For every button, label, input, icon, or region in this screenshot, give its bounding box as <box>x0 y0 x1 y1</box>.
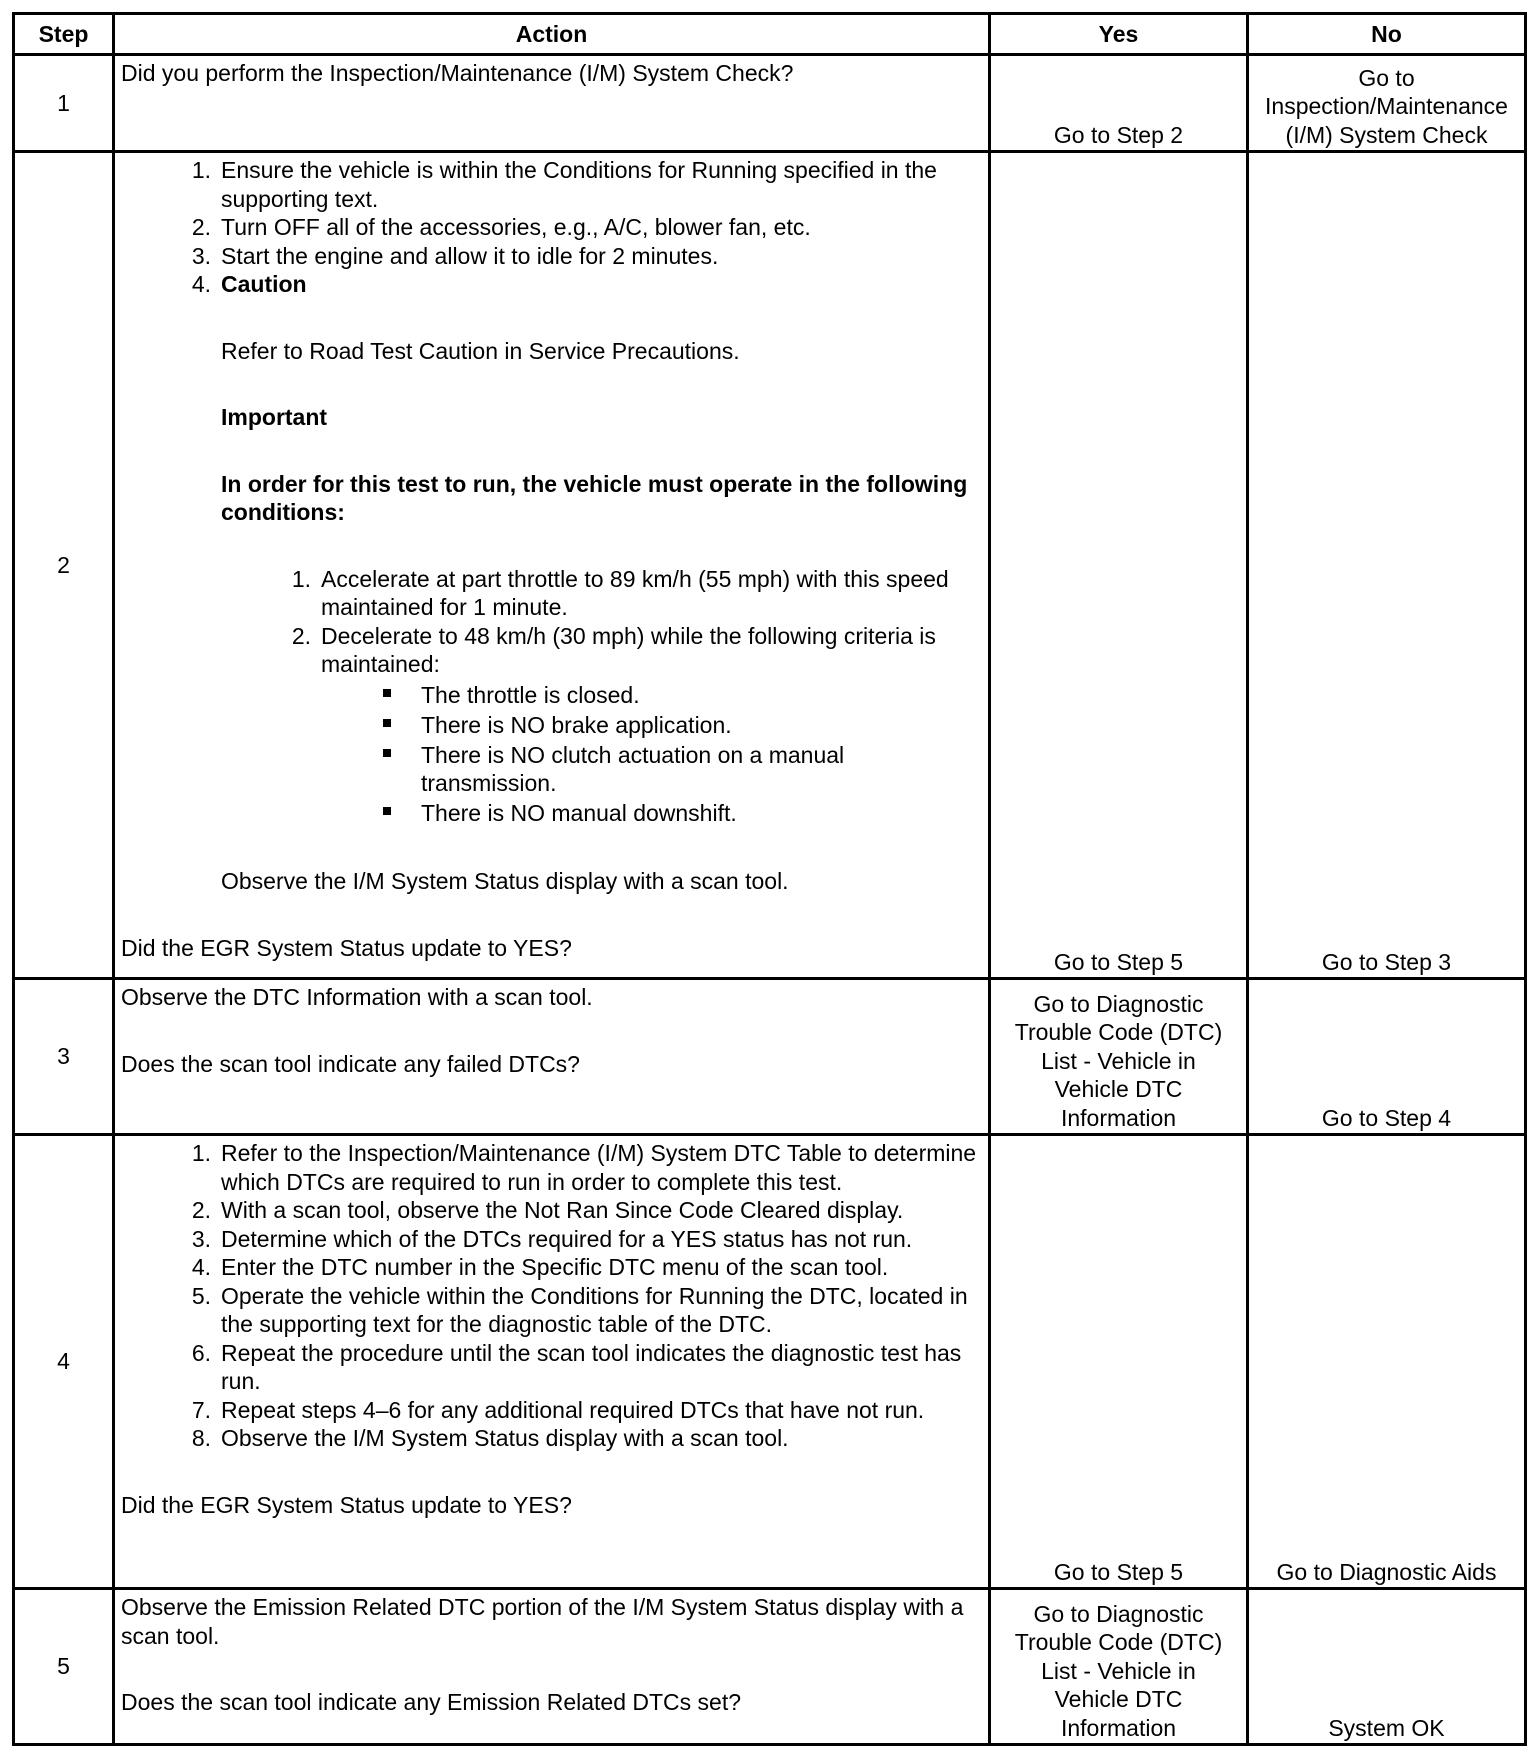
bullet-item: There is NO manual downshift. <box>371 799 984 828</box>
list-item: 2. Decelerate to 48 km/h (30 mph) while the following criteria is maintained: The throttle is closed. There is NO brake application. There is NO clutch actuation on a manual transmission. There is NO manual downshift. <box>271 622 984 828</box>
yes-cell <box>990 55 1248 152</box>
question-text: Does the scan tool indicate any Emission Related DTCs set? <box>121 1689 742 1715</box>
step-number: 2 <box>14 152 114 979</box>
table-row-step-5 <box>14 1589 1526 1745</box>
header-step: Step <box>14 14 114 55</box>
question-text: Does the scan tool indicate any failed DTCs? <box>121 1050 580 1077</box>
bullet-item: There is NO brake application. <box>371 711 984 740</box>
no-link[interactable]: Go to Step 4 <box>1321 1104 1452 1131</box>
caution-label: Caution <box>221 271 307 297</box>
list-item: 3. Start the engine and allow it to idle for 2 minutes. <box>191 242 719 269</box>
step-number: 4 <box>14 1135 114 1589</box>
step-number: 3 <box>14 979 114 1135</box>
bullet-icon <box>383 749 391 757</box>
list-item: 2. Turn OFF all of the accessories, e.g., A/C, blower fan, etc. <box>191 214 811 240</box>
yes-cell <box>990 1589 1248 1745</box>
no-link[interactable]: Go to Step 3 <box>1321 948 1452 975</box>
yes-cell <box>990 1135 1248 1589</box>
list-item: 1. Refer to the Inspection/Maintenance (I/M) System DTC Table to determine which DTCs are required to run in order to complete this test. <box>191 1140 977 1195</box>
bullet-icon <box>383 689 391 697</box>
bullet-item: The throttle is closed. <box>371 681 984 710</box>
bullet-icon <box>383 807 391 815</box>
list-item: 8. Observe the I/M System Status display with a scan tool. <box>191 1425 789 1451</box>
table-row-step-2 <box>14 152 1526 979</box>
yes-link[interactable]: Go to Step 5 <box>1053 1558 1184 1585</box>
yes-cell <box>990 152 1248 979</box>
header-yes: Yes <box>990 14 1248 55</box>
action-cell <box>114 1589 990 1745</box>
observe-text: Observe the Emission Related DTC portion of the I/M System Status display with a scan tool. <box>121 1594 964 1649</box>
list-item: 1. Accelerate at part throttle to 89 km/h (55 mph) with this speed maintained for 1 minute. <box>291 565 949 620</box>
no-link[interactable]: Go to Inspection/Maintenance (I/M) System Check <box>1265 64 1508 148</box>
list-item: 3. Determine which of the DTCs required for a YES status has not run. <box>191 1225 913 1252</box>
list-item: 1. Ensure the vehicle is within the Conditions for Running specified in the supporting text. <box>191 157 937 212</box>
table-row-step-4 <box>14 1135 1526 1589</box>
no-cell <box>1248 1135 1526 1589</box>
yes-link[interactable]: Go to Diagnostic Trouble Code (DTC) List - Vehicle in Vehicle DTC Information <box>1014 990 1223 1131</box>
action-cell <box>114 1135 990 1589</box>
action-cell <box>114 979 990 1135</box>
action-cell <box>114 152 990 979</box>
observe-text: Observe the I/M System Status display with a scan tool. <box>221 868 789 894</box>
condition-list <box>221 565 984 828</box>
no-cell <box>1248 1589 1526 1745</box>
yes-cell <box>990 979 1248 1135</box>
no-link[interactable]: System OK <box>1328 1714 1445 1741</box>
list-item: 4. Caution Refer to Road Test Caution in Service Precautions. Important In order for this test to run, the vehicle must operate in the following conditions: 1. Accelerate at part throttle to 89 km/h (55 mph) with this speed maintained for 1 minute. 2. Decelerate to 48 km/h (30 mph) while the following criteria is maintained: The throttle is closed. There is NO brake application. There is NO clutch actuation on a manual transmission. There is NO manual downshift. Observe the I/M System Status display with a scan tool. <box>171 270 984 896</box>
observe-text: Observe the DTC Information with a scan tool. <box>121 984 593 1010</box>
step-number: 1 <box>14 55 114 152</box>
question-text: Did you perform the Inspection/Maintenance (I/M) System Check? <box>121 60 794 86</box>
yes-link[interactable]: Go to Step 5 <box>1053 948 1184 975</box>
list-item: 7. Repeat steps 4–6 for any additional required DTCs that have not run. <box>191 1396 925 1423</box>
step-number: 5 <box>14 1589 114 1745</box>
caution-text: Refer to Road Test Caution in Service Precautions. <box>221 337 740 364</box>
procedure-list <box>121 1139 984 1453</box>
header-row <box>14 14 1526 55</box>
no-cell <box>1248 55 1526 152</box>
list-item: 4. Enter the DTC number in the Specific DTC menu of the scan tool. <box>191 1254 889 1280</box>
list-item: 2. With a scan tool, observe the Not Ran Since Code Cleared display. <box>191 1197 904 1223</box>
action-cell <box>114 55 990 152</box>
diagnostic-table <box>12 12 1527 1746</box>
question-text: Did the EGR System Status update to YES? <box>121 934 572 961</box>
procedure-list <box>121 156 984 896</box>
yes-link[interactable]: Go to Diagnostic Trouble Code (DTC) List - Vehicle in Vehicle DTC Information <box>1014 1600 1223 1741</box>
no-link[interactable]: Go to Diagnostic Aids <box>1276 1558 1497 1585</box>
table-row-step-3 <box>14 979 1526 1135</box>
header-action: Action <box>114 14 990 55</box>
question-text: Did the EGR System Status update to YES? <box>121 1491 572 1518</box>
list-item: 5. Operate the vehicle within the Conditions for Running the DTC, located in the supporting text for the diagnostic table of the DTC. <box>191 1282 968 1337</box>
bullet-item: There is NO clutch actuation on a manual transmission. <box>371 741 984 798</box>
yes-link[interactable]: Go to Step 2 <box>1053 121 1184 148</box>
criteria-list <box>321 681 984 828</box>
important-label: Important <box>221 404 328 430</box>
bullet-icon <box>383 719 391 727</box>
no-cell <box>1248 979 1526 1135</box>
no-cell <box>1248 152 1526 979</box>
important-text: In order for this test to run, the vehicle must operate in the following conditions: <box>221 470 968 525</box>
table-row-step-1 <box>14 55 1526 152</box>
header-no: No <box>1248 14 1526 55</box>
list-item: 6. Repeat the procedure until the scan tool indicates the diagnostic test has run. <box>191 1339 962 1394</box>
